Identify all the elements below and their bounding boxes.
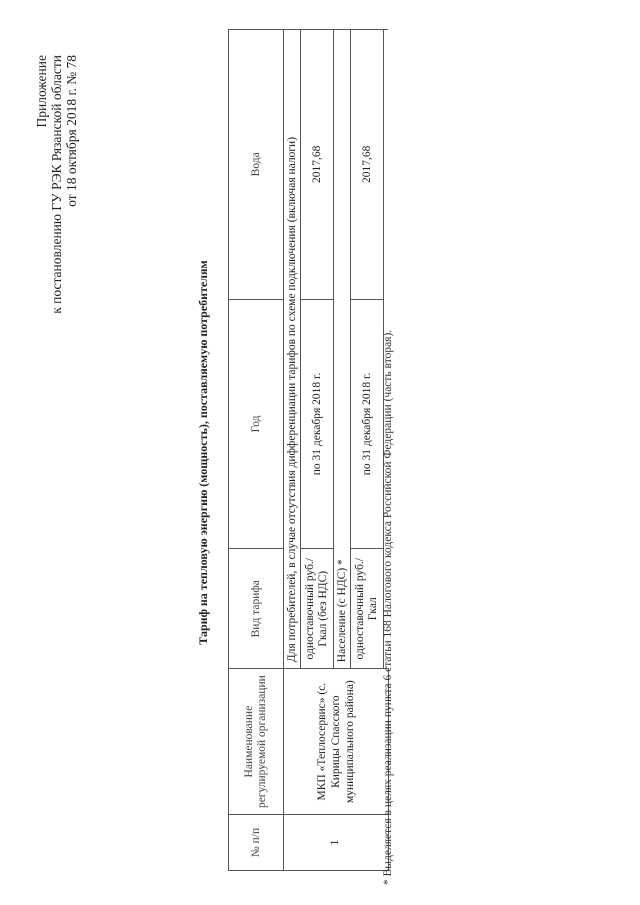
organization-name: МКП «Теплосервис» (с. Кирицы Спасского муниципального района) — [284, 669, 389, 815]
header-water: Вода — [229, 30, 284, 300]
row-number: 1 — [284, 815, 389, 871]
header-num: № п/п — [229, 815, 284, 871]
appendix-title: Приложение — [34, 55, 49, 128]
tariff-table — [228, 29, 389, 871]
tariff-type-cell: одноставочный руб./Гкал (без НДС) — [301, 549, 334, 669]
appendix-date: от 18 октября 2018 г. № 78 — [64, 55, 79, 207]
appendix-resolution: к постановлению ГУ РЭК Рязанской области — [49, 55, 64, 314]
document-title: Тариф на тепловую энергию (мощность), поставляемую потребителям — [196, 260, 210, 645]
table-header-row — [229, 30, 284, 871]
water-value-cell: 2017,68 — [351, 30, 384, 300]
consumer-note: Для потребителей, в случае отсутствия дифференциации тарифов по схеме подключения (включая налоги) — [284, 30, 301, 669]
header-year: Год — [229, 299, 284, 549]
year-cell: по 31 декабря 2018 г. — [301, 299, 334, 549]
table-row — [284, 30, 301, 871]
footnote: * Выделяется в целях реализации пункта 6 статьи 168 Налогового кодекса Российской Федерации (часть вторая). — [382, 329, 394, 885]
water-value-cell: 2017,68 — [301, 30, 334, 300]
header-tariff-type: Вид тарифа — [229, 549, 284, 669]
header-org: Наименование регулируемой организации — [229, 669, 284, 815]
year-cell: по 31 декабря 2018 г. — [351, 299, 384, 549]
appendix-header — [34, 55, 79, 314]
population-label: Население (с НДС) * — [334, 30, 351, 669]
tariff-type-cell: одноставочный руб./Гкал — [351, 549, 384, 669]
